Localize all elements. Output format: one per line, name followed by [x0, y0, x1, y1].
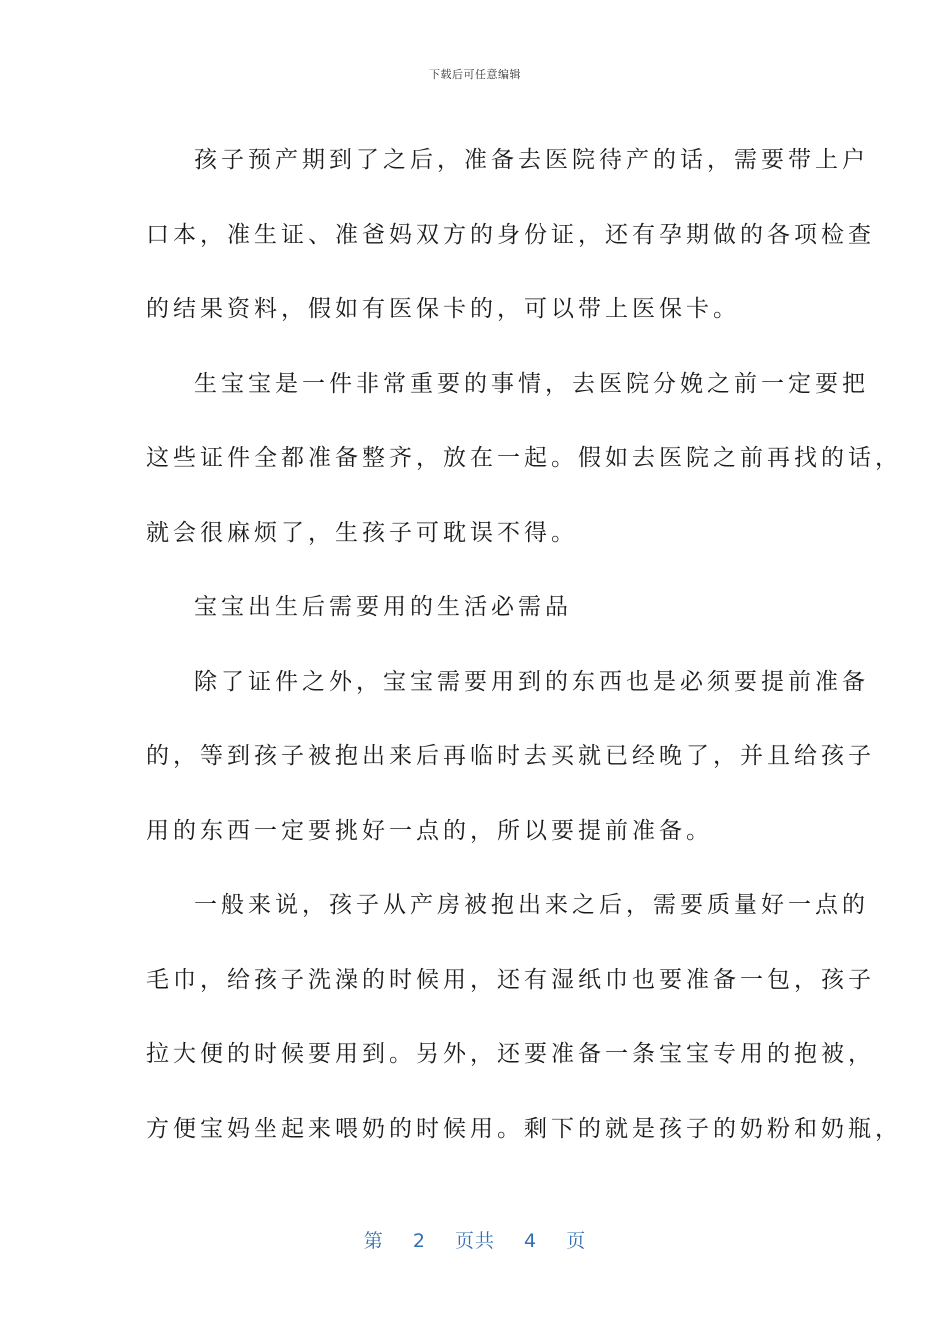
text-line: 口本，准生证、准爸妈双方的身份证，还有孕期做的各项检查 — [146, 221, 875, 248]
page-total: 4 — [524, 1230, 538, 1252]
text-line: 毛巾，给孩子洗澡的时候用，还有湿纸巾也要准备一包，孩子 — [146, 966, 875, 993]
text-line: 就会很麻烦了，生孩子可耽误不得。 — [146, 519, 578, 546]
text-line: 的，等到孩子被抱出来后再临时去买就已经晚了，并且给孩子 — [146, 743, 875, 769]
section-heading — [146, 570, 806, 645]
text-line: 一般来说，孩子从产房被抱出来之后，需要质量好一点的 — [194, 892, 869, 918]
text-line: 除了证件之外，宝宝需要用到的东西也是必须要提前准备 — [194, 668, 869, 695]
text-line: 的结果资料，假如有医保卡的，可以带上医保卡。 — [146, 296, 740, 322]
paragraph — [146, 645, 875, 869]
text-line: 孩子预产期到了之后，准备去医院待产的话，需要带上户 — [194, 147, 869, 173]
page-current: 2 — [412, 1230, 426, 1252]
text-line: 拉大便的时候要用到。另外，还要准备一条宝宝专用的抱被， — [146, 1041, 875, 1067]
page-number-footer — [0, 1226, 950, 1253]
text-line: 宝宝出生后需要用的生活必需品 — [194, 594, 572, 620]
page-middle: 页共 — [454, 1230, 495, 1252]
download-note: 下载后可任意编辑 — [429, 68, 521, 81]
text-line: 这些证件全都准备整齐，放在一起。假如去医院之前再找的话， — [146, 445, 902, 471]
paragraph — [146, 347, 902, 571]
page-suffix: 页 — [566, 1230, 587, 1252]
text-line: 生宝宝是一件非常重要的事情，去医院分娩之前一定要把 — [194, 370, 869, 397]
document-body — [146, 123, 902, 1166]
text-line: 用的东西一定要挑好一点的，所以要提前准备。 — [146, 817, 713, 844]
page-prefix: 第 — [363, 1230, 384, 1252]
paragraph — [146, 868, 902, 1166]
text-line: 方便宝妈坐起来喂奶的时候用。剩下的就是孩子的奶粉和奶瓶， — [146, 1115, 902, 1142]
paragraph — [146, 123, 875, 347]
